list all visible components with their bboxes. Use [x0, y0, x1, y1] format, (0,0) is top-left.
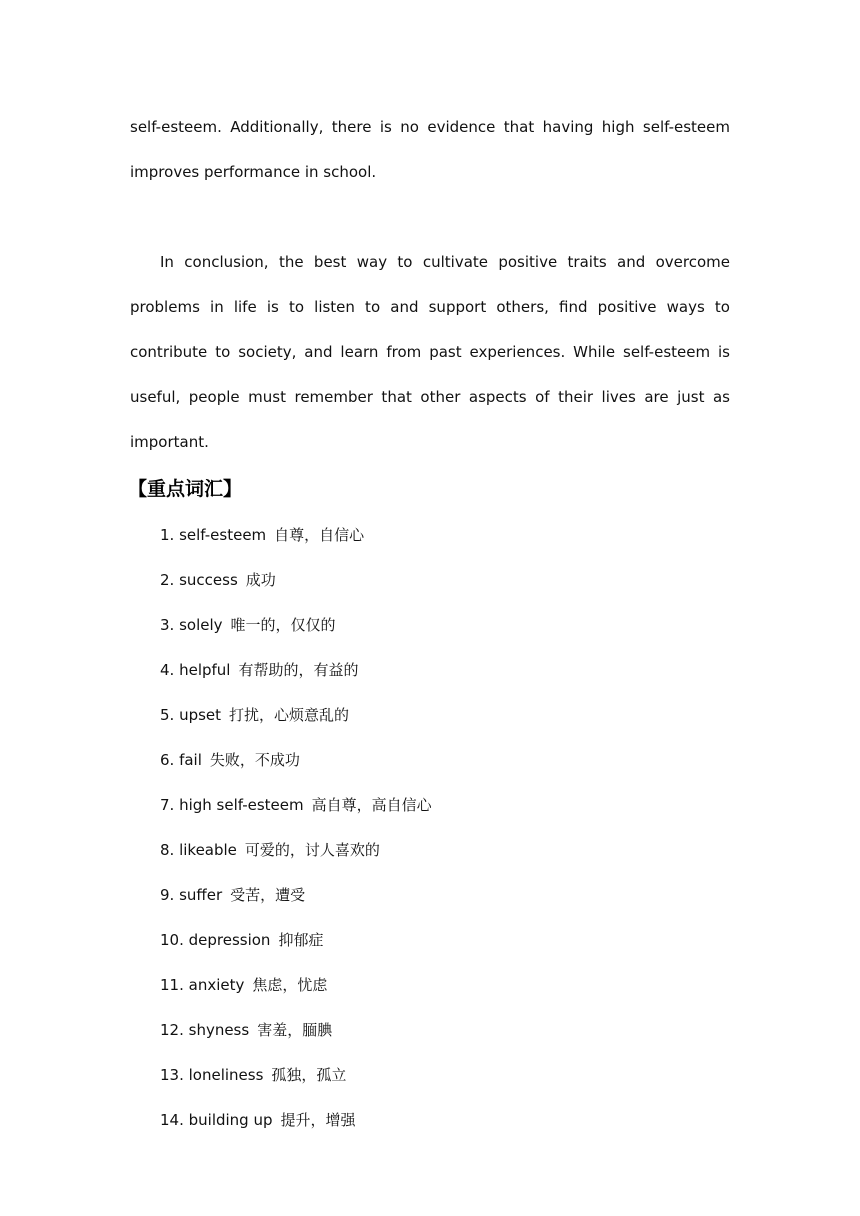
vocab-term: 12. shyness [160, 1021, 250, 1039]
vocab-term: 6. fail [160, 751, 202, 769]
vocab-meaning: 高自尊，高自信心 [311, 796, 432, 814]
vocab-term: 3. solely [160, 616, 223, 634]
vocab-meaning: 受苦，遭受 [230, 886, 306, 904]
paragraph-gap [130, 195, 730, 240]
vocab-meaning: 抑郁症 [278, 931, 324, 949]
vocab-term: 9. suffer [160, 886, 223, 904]
vocab-item-upset [160, 693, 730, 738]
vocab-item-fail [160, 738, 730, 783]
vocab-item-loneliness [160, 1053, 730, 1098]
vocab-item-helpful [160, 648, 730, 693]
vocab-meaning: 自尊，自信心 [274, 526, 365, 544]
vocab-meaning: 孤独，孤立 [271, 1066, 347, 1084]
vocab-meaning: 害羞，腼腆 [257, 1021, 333, 1039]
vocab-meaning: 焦虑，忧虑 [252, 976, 328, 994]
vocab-item-depression [160, 918, 730, 963]
paragraph-continuation: self-esteem. Additionally, there is no evidence that having high self-esteem improves performance in school. [130, 118, 730, 181]
vocab-item-likeable [160, 828, 730, 873]
vocab-term: 5. upset [160, 706, 222, 724]
vocab-meaning: 打扰，心烦意乱的 [229, 706, 350, 724]
vocab-item-building-up [160, 1098, 730, 1143]
vocab-meaning: 可爱的，讨人喜欢的 [244, 841, 380, 859]
paragraph-conclusion: In conclusion, the best way to cultivate positive traits and overcome problems in life is to listen to and support others, find positive ways to contribute to society, and learn from past experiences. While self-esteem is useful, people must remember that other aspects of their lives are just as important. [130, 253, 730, 451]
vocab-term: 2. success [160, 571, 238, 589]
page-content [130, 105, 730, 1143]
vocab-term: 13. loneliness [160, 1066, 264, 1084]
vocab-item-shyness [160, 1008, 730, 1053]
vocab-term: 10. depression [160, 931, 271, 949]
vocab-item-anxiety [160, 963, 730, 1008]
vocab-item-high-self-esteem [160, 783, 730, 828]
vocab-section-heading: 【重点词汇】 [128, 478, 243, 500]
vocab-term: 8. likeable [160, 841, 237, 859]
vocab-meaning: 唯一的，仅仅的 [230, 616, 336, 634]
vocab-meaning: 失败，不成功 [209, 751, 300, 769]
vocab-meaning: 成功 [245, 571, 276, 589]
vocab-item-self-esteem [160, 513, 730, 558]
vocab-term: 7. high self-esteem [160, 796, 304, 814]
vocab-term: 11. anxiety [160, 976, 245, 994]
vocab-item-success [160, 558, 730, 603]
vocab-meaning: 提升，增强 [280, 1111, 356, 1129]
vocab-item-solely [160, 603, 730, 648]
vocab-term: 14. building up [160, 1111, 273, 1129]
vocab-item-suffer [160, 873, 730, 918]
vocab-term: 1. self-esteem [160, 526, 267, 544]
vocab-list [130, 513, 730, 1143]
vocab-term: 4. helpful [160, 661, 231, 679]
vocab-meaning: 有帮助的，有益的 [238, 661, 359, 679]
